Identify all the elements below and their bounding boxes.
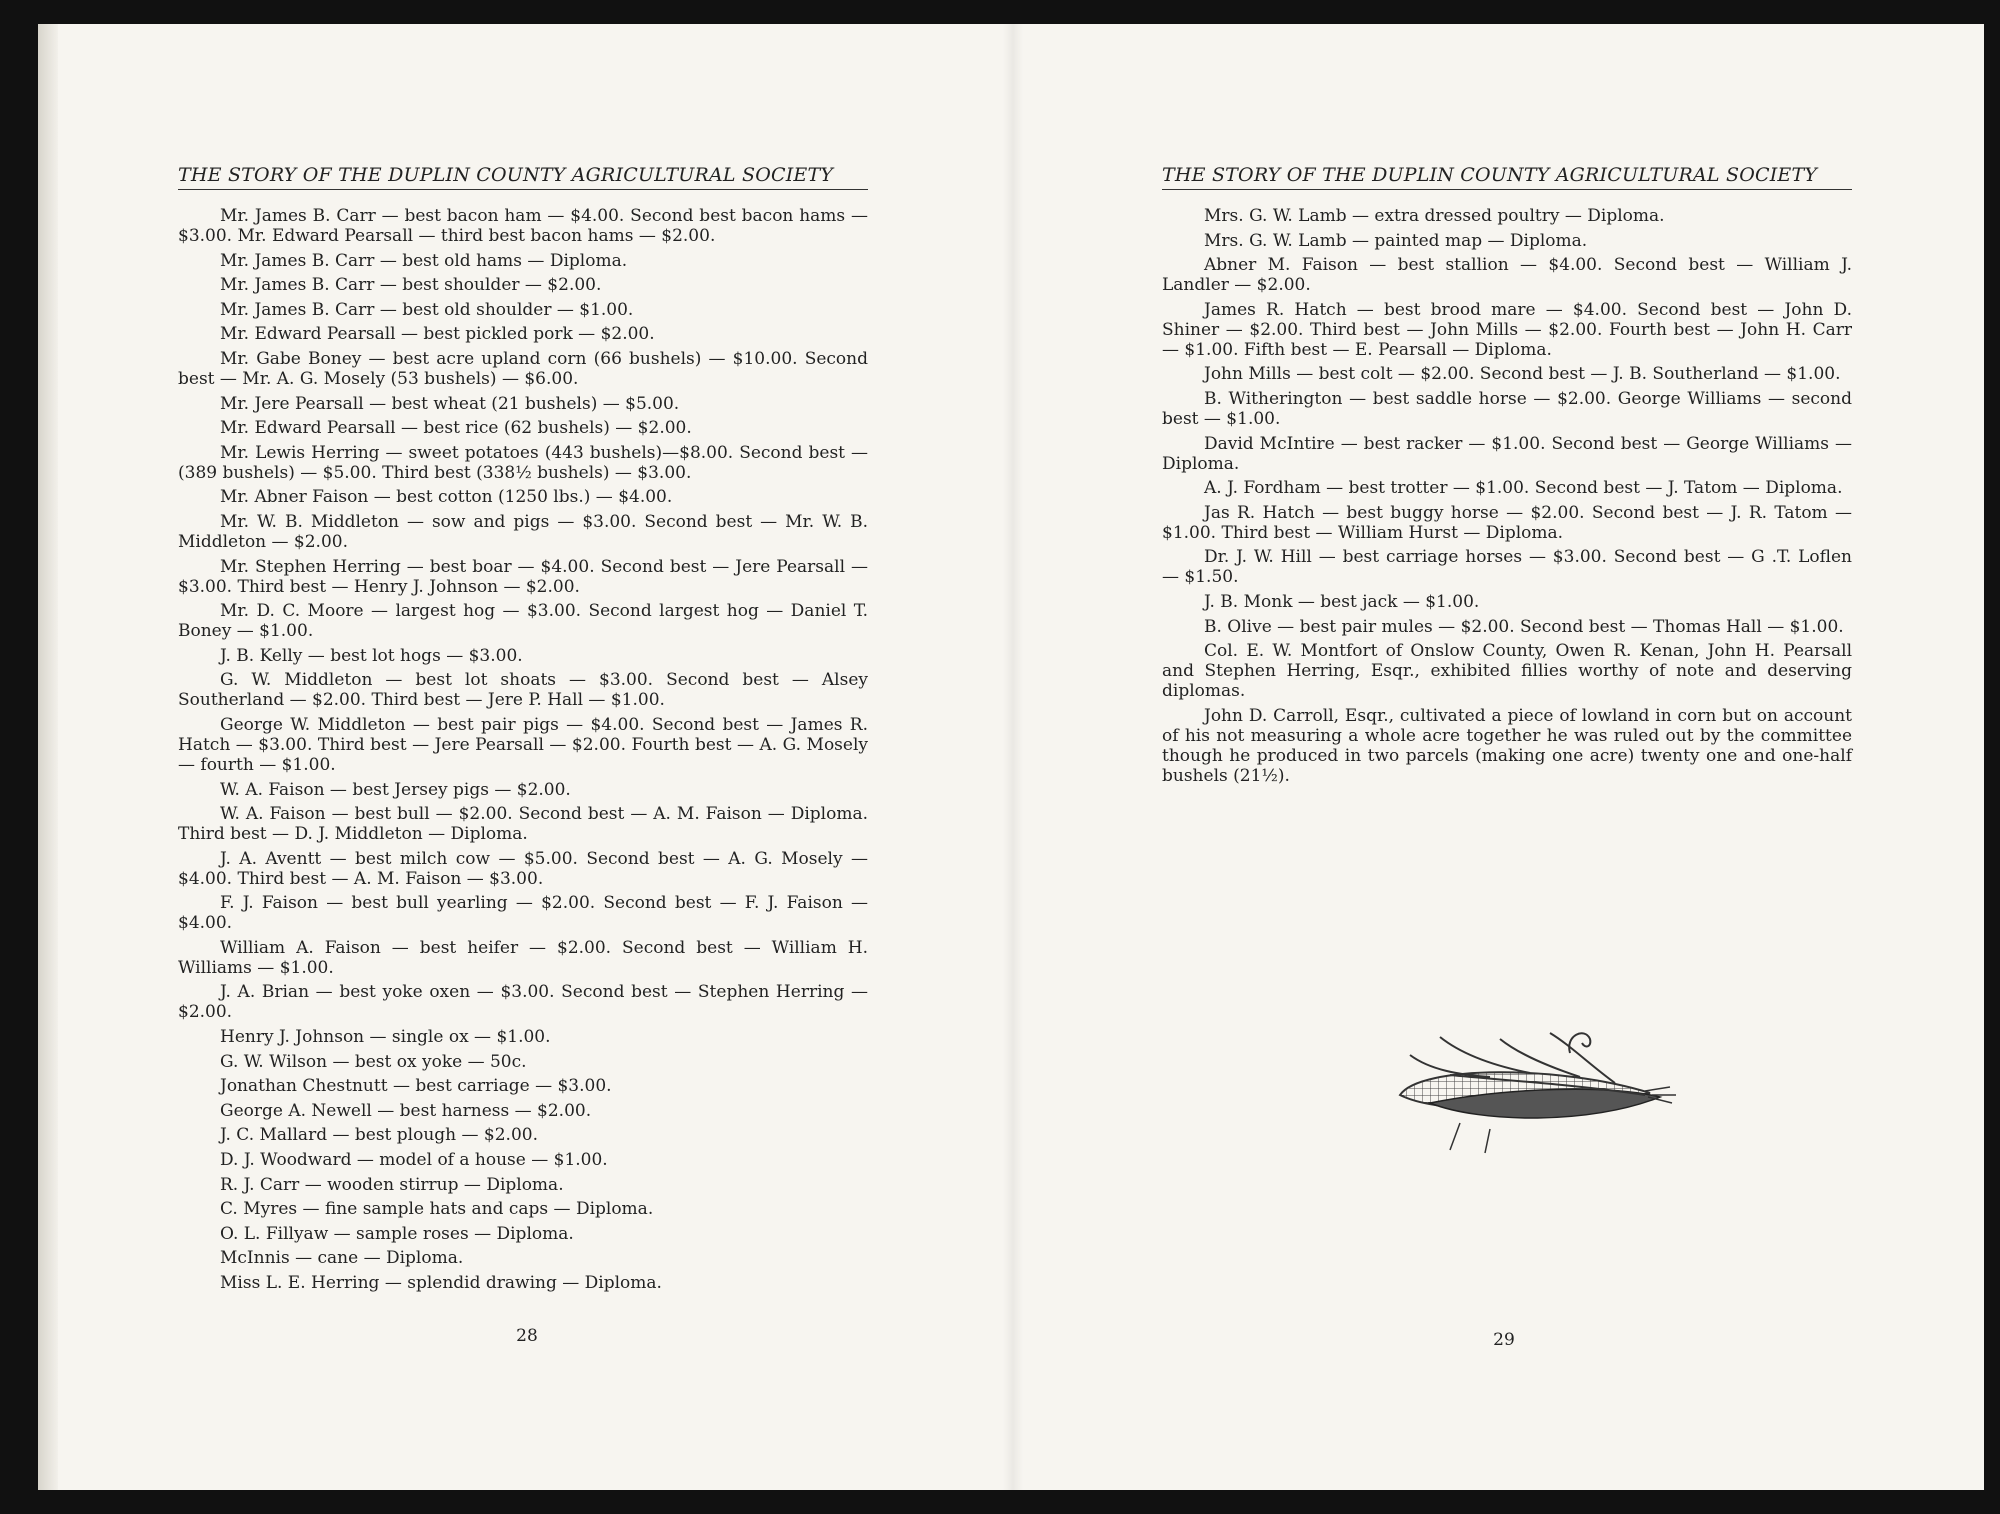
entry: Mr. Lewis Herring — sweet potatoes (443 bushels)—$8.00. Second best — (389 bushels) — $5.00. Third best (338½ bushels) — $3.00. [178, 442, 868, 483]
entry: G. W. Wilson — best ox yoke — 50c. [220, 1051, 527, 1072]
running-head-right: THE STORY OF THE DUPLIN COUNTY AGRICULTURAL SOCIETY [1162, 164, 1852, 190]
entry: O. L. Fillyaw — sample roses — Diploma. [220, 1223, 574, 1244]
page-edge [38, 24, 58, 1490]
entry: Mrs. G. W. Lamb — extra dressed poultry — Diploma. [1204, 206, 1665, 226]
entry: D. J. Woodward — model of a house — $1.00. [220, 1150, 608, 1171]
entry: John D. Carroll, Esqr., cultivated a piece of lowland in corn but on account of his not measuring a whole acre together he was ruled out by the committee though he produced in two parcels (making one acre) twenty one and one-half bushels (21½). [1162, 705, 1852, 786]
entry: W. A. Faison — best Jersey pigs — $2.00. [220, 779, 571, 800]
entry: J. A. Brian — best yoke oxen — $3.00. Second best — Stephen Herring — $2.00. [178, 982, 868, 1023]
entry: McInnis — cane — Diploma. [220, 1248, 464, 1269]
entry: Mr. W. B. Middleton — sow and pigs — $3.00. Second best — Mr. W. B. Middleton — $2.00. [178, 511, 868, 552]
entry: Mr. Gabe Boney — best acre upland corn (66 bushels) — $10.00. Second best — Mr. A. G. Mosely (53 bushels) — $6.00. [178, 348, 868, 389]
entry: Miss L. E. Herring — splendid drawing — Diploma. [220, 1273, 662, 1293]
entry: G. W. Middleton — best lot shoats — $3.00. Second best — Alsey Southerland — $2.00. Third best — Jere P. Hall — $1.00. [178, 670, 868, 711]
entry: Dr. J. W. Hill — best carriage horses — $3.00. Second best — G .T. Loflen — $1.50. [1162, 547, 1852, 588]
entry: Mr. Edward Pearsall — best rice (62 bushels) — $2.00. [220, 418, 692, 439]
entry: Mr. Stephen Herring — best boar — $4.00. Second best — Jere Pearsall — $3.00. Third best — Henry J. Johnson — $2.00. [178, 556, 868, 597]
entry: John Mills — best colt — $2.00. Second best — J. B. Southerland — $1.00. [1204, 364, 1841, 385]
right-entries [1162, 206, 1852, 786]
running-head-left: THE STORY OF THE DUPLIN COUNTY AGRICULTURAL SOCIETY [178, 164, 868, 190]
entry: Mr. James B. Carr — best shoulder — $2.00. [220, 275, 602, 296]
entry: Mrs. G. W. Lamb — painted map — Diploma. [1204, 230, 1588, 251]
book-gutter [1003, 24, 1023, 1490]
ear-of-corn-illustration [1390, 1025, 1680, 1165]
entry: Mr. James B. Carr — best old shoulder — $1.00. [220, 299, 634, 320]
entry: B. Witherington — best saddle horse — $2.00. George Williams — second best — $1.00. [1162, 388, 1852, 429]
entry: R. J. Carr — wooden stirrup — Diploma. [220, 1174, 564, 1195]
right-page [1162, 164, 1852, 1364]
entry: Col. E. W. Montfort of Onslow County, Owen R. Kenan, John H. Pearsall and Stephen Herring, Esqr., exhibited fillies worthy of note and deserving diplomas. [1162, 641, 1852, 702]
entry: A. J. Fordham — best trotter — $1.00. Second best — J. Tatom — Diploma. [1204, 478, 1843, 499]
entry: Mr. James B. Carr — best old hams — Diploma. [220, 250, 628, 271]
entry: Jonathan Chestnutt — best carriage — $3.00. [220, 1076, 612, 1097]
entry: J. B. Monk — best jack — $1.00. [1204, 591, 1480, 612]
entry: Abner M. Faison — best stallion — $4.00. Second best — William J. Landler — $2.00. [1162, 255, 1852, 296]
entry: B. Olive — best pair mules — $2.00. Second best — Thomas Hall — $1.00. [1204, 616, 1844, 637]
entry: Mr. Abner Faison — best cotton (1250 lbs.) — $4.00. [220, 487, 673, 508]
entry: George W. Middleton — best pair pigs — $4.00. Second best — James R. Hatch — $3.00. Third best — Jere Pearsall — $2.00. Fourth best — A. G. Mosely — fourth — $1.00. [178, 714, 868, 775]
left-page [178, 164, 868, 1364]
entry: William A. Faison — best heifer — $2.00. Second best — William H. Williams — $1.00. [178, 937, 868, 978]
entry: George A. Newell — best harness — $2.00. [220, 1100, 592, 1121]
entry: J. B. Kelly — best lot hogs — $3.00. [220, 645, 523, 666]
entry: W. A. Faison — best bull — $2.00. Second best — A. M. Faison — Diploma. Third best — D. J. Middleton — Diploma. [178, 804, 868, 845]
left-entries [178, 206, 868, 1293]
entry: J. A. Aventt — best milch cow — $5.00. Second best — A. G. Mosely — $4.00. Third best — A. M. Faison — $3.00. [178, 848, 868, 889]
page-number-right: 29 [1493, 1330, 1515, 1350]
entry: Mr. Jere Pearsall — best wheat (21 bushels) — $5.00. [220, 393, 680, 414]
entry: Mr. James B. Carr — best bacon ham — $4.00. Second best bacon hams — $3.00. Mr. Edward Pearsall — third best bacon hams — $2.00. [178, 206, 868, 246]
entry: Jas R. Hatch — best buggy horse — $2.00. Second best — J. R. Tatom — $1.00. Third best — William Hurst — Diploma. [1162, 502, 1852, 543]
entry: David McIntire — best racker — $1.00. Second best — George Williams — Diploma. [1162, 433, 1852, 474]
entry: Henry J. Johnson — single ox — $1.00. [220, 1027, 551, 1048]
page-number-left: 28 [516, 1326, 538, 1346]
entry: J. C. Mallard — best plough — $2.00. [220, 1125, 538, 1146]
entry: Mr. D. C. Moore — largest hog — $3.00. Second largest hog — Daniel T. Boney — $1.00. [178, 601, 868, 642]
entry: C. Myres — fine sample hats and caps — Diploma. [220, 1199, 654, 1220]
entry: James R. Hatch — best brood mare — $4.00. Second best — John D. Shiner — $2.00. Third best — John Mills — $2.00. Fourth best — John H. Carr — $1.00. Fifth best — E. Pearsall — Diploma. [1162, 299, 1852, 360]
entry: F. J. Faison — best bull yearling — $2.00. Second best — F. J. Faison — $4.00. [178, 893, 868, 934]
entry: Mr. Edward Pearsall — best pickled pork — $2.00. [220, 324, 655, 345]
